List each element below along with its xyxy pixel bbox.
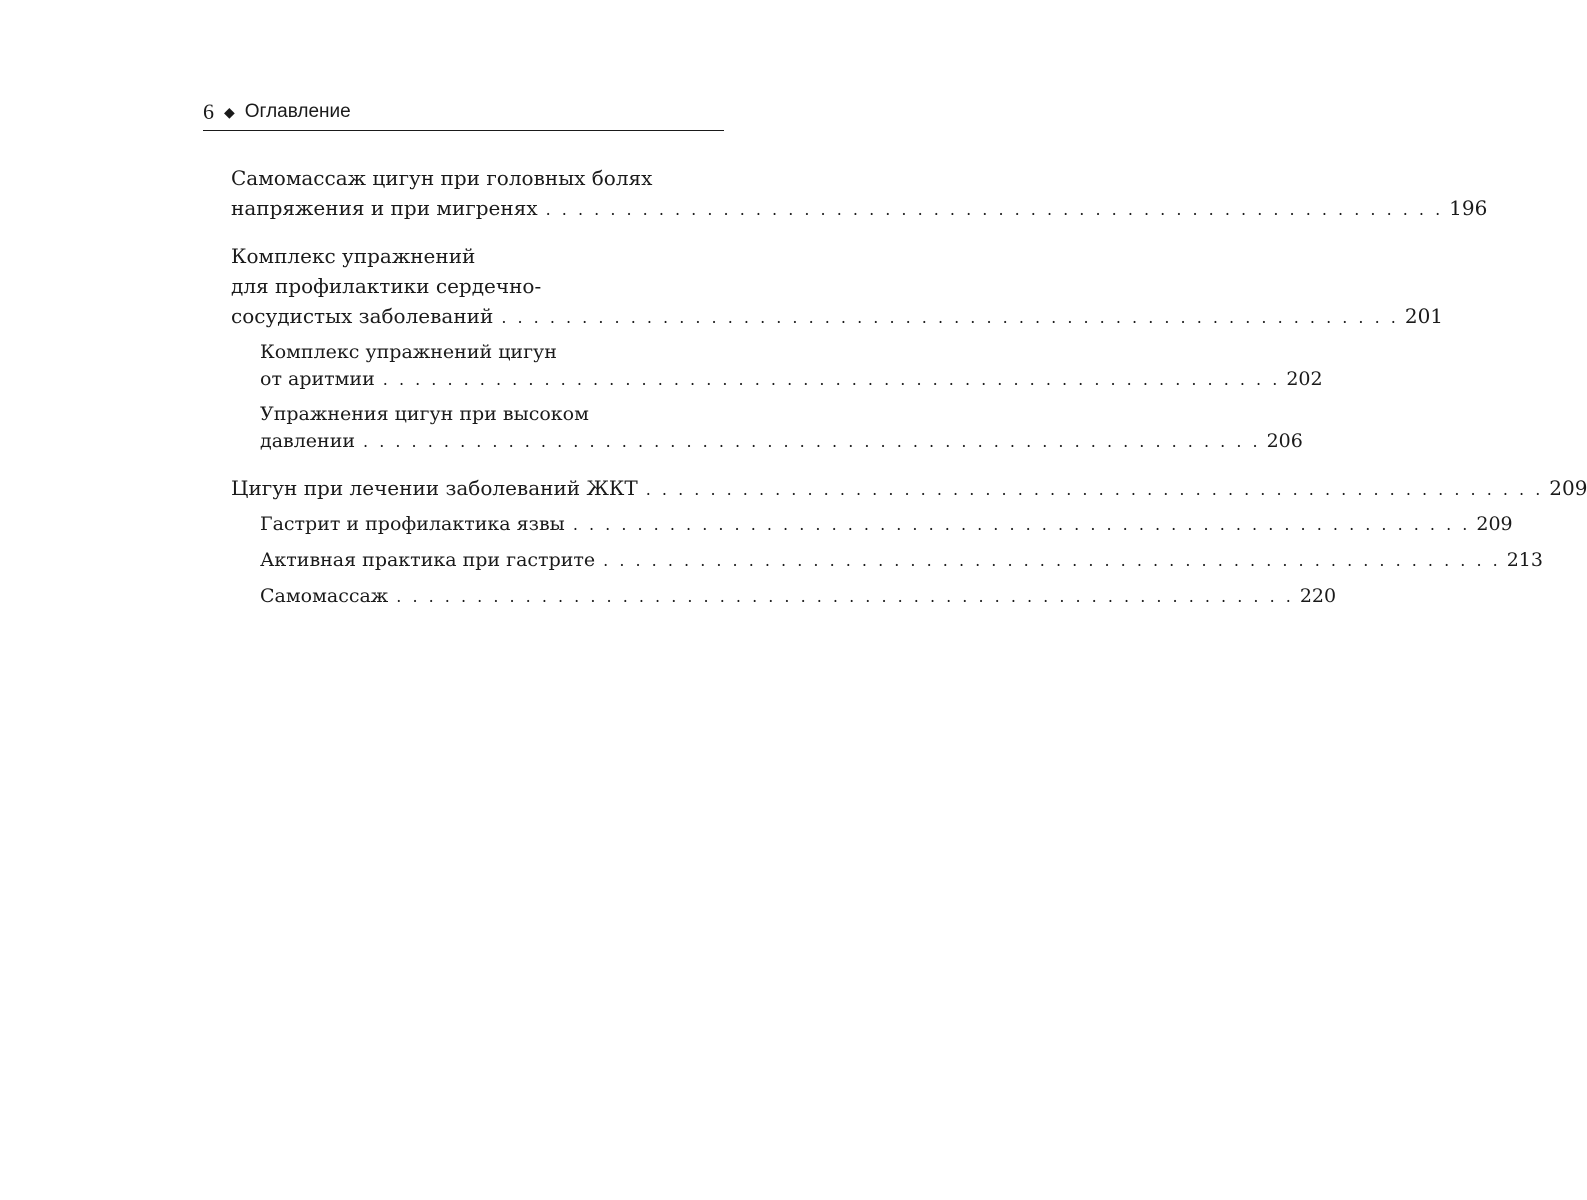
toc-entry[interactable]	[231, 241, 1444, 333]
toc-entry-last-line	[231, 193, 1488, 225]
page-number: 6	[203, 99, 214, 124]
toc-entry-last-line	[231, 473, 1587, 505]
toc-entry-title-end: давлении	[260, 430, 356, 452]
toc-page-number: 220	[1299, 585, 1337, 607]
toc-page-number: 209	[1549, 476, 1587, 500]
toc-entry-title-end: сосудистых заболеваний	[231, 304, 494, 328]
toc-page-number: 213	[1506, 549, 1543, 571]
dot-leader: . . . . . . . . . . . . . . . . . . . . . . . . . . . . . . . . . . . . . . . . . . . . . . . . . . . . . . . .	[501, 308, 1399, 327]
dot-leader: . . . . . . . . . . . . . . . . . . . . . . . . . . . . . . . . . . . . . . . . . . . . . . . . . . . . . . . .	[545, 200, 1444, 219]
toc-entry-title-end: Самомассаж	[260, 585, 389, 607]
toc-entry-last-line	[260, 583, 1337, 610]
toc-entry-title-end: Гастрит и профилактика язвы	[260, 513, 565, 535]
dot-leader: . . . . . . . . . . . . . . . . . . . . . . . . . . . . . . . . . . . . . . . . . . . . . . . . . . . . . . . .	[363, 432, 1261, 451]
toc-entry-last-line	[231, 301, 1444, 333]
header-rule	[203, 130, 724, 131]
toc-entry-last-line	[260, 366, 1323, 393]
dot-leader: . . . . . . . . . . . . . . . . . . . . . . . . . . . . . . . . . . . . . . . . . . . . . . . . . . . . . . . .	[572, 515, 1471, 534]
toc-entry[interactable]	[231, 473, 1587, 505]
toc-entry-last-line	[260, 428, 1303, 455]
toc-entry[interactable]	[260, 547, 1543, 574]
dot-leader: . . . . . . . . . . . . . . . . . . . . . . . . . . . . . . . . . . . . . . . . . . . . . . . . . . . . . . . .	[396, 587, 1294, 606]
toc-entry[interactable]	[231, 163, 1488, 225]
toc-entry[interactable]	[260, 339, 1323, 393]
toc-page-number: 201	[1404, 304, 1444, 328]
diamond-icon: ◆	[224, 104, 235, 120]
toc-entry-title-line: Самомассаж цигун при головных болях	[231, 166, 653, 190]
header-title: Оглавление	[244, 101, 351, 122]
toc-page-number: 202	[1286, 368, 1323, 390]
toc-entry[interactable]	[260, 583, 1337, 610]
table-of-contents	[231, 163, 1587, 610]
toc-entry-last-line	[260, 547, 1543, 574]
toc-entry-title-line: Упражнения цигун при высоком	[260, 403, 589, 425]
dot-leader: . . . . . . . . . . . . . . . . . . . . . . . . . . . . . . . . . . . . . . . . . . . . . . . . . . . . . . . .	[645, 480, 1544, 499]
dot-leader: . . . . . . . . . . . . . . . . . . . . . . . . . . . . . . . . . . . . . . . . . . . . . . . . . . . . . . . .	[382, 370, 1281, 389]
toc-entry-last-line	[260, 511, 1513, 538]
toc-page-number: 206	[1266, 430, 1303, 452]
toc-page-number: 196	[1449, 196, 1488, 220]
toc-entry-title-end: напряжения и при мигренях	[231, 196, 538, 220]
dot-leader: . . . . . . . . . . . . . . . . . . . . . . . . . . . . . . . . . . . . . . . . . . . . . . . . . . . . . . . .	[603, 551, 1501, 570]
toc-entry-title-line: для профилактики сердечно-	[231, 274, 542, 298]
toc-entry-title-end: Активная практика при гастрите	[260, 549, 596, 571]
toc-entry-title-end: от аритмии	[260, 368, 375, 390]
toc-page-number: 209	[1476, 513, 1513, 535]
toc-entry[interactable]	[260, 401, 1303, 455]
toc-entry-title-line: Комплекс упражнений	[231, 244, 476, 268]
running-header	[203, 98, 723, 126]
toc-entry-title-line: Комплекс упражнений цигун	[260, 341, 557, 363]
toc-entry[interactable]	[260, 511, 1513, 538]
toc-entry-title-end: Цигун при лечении заболеваний ЖКТ	[231, 476, 638, 500]
